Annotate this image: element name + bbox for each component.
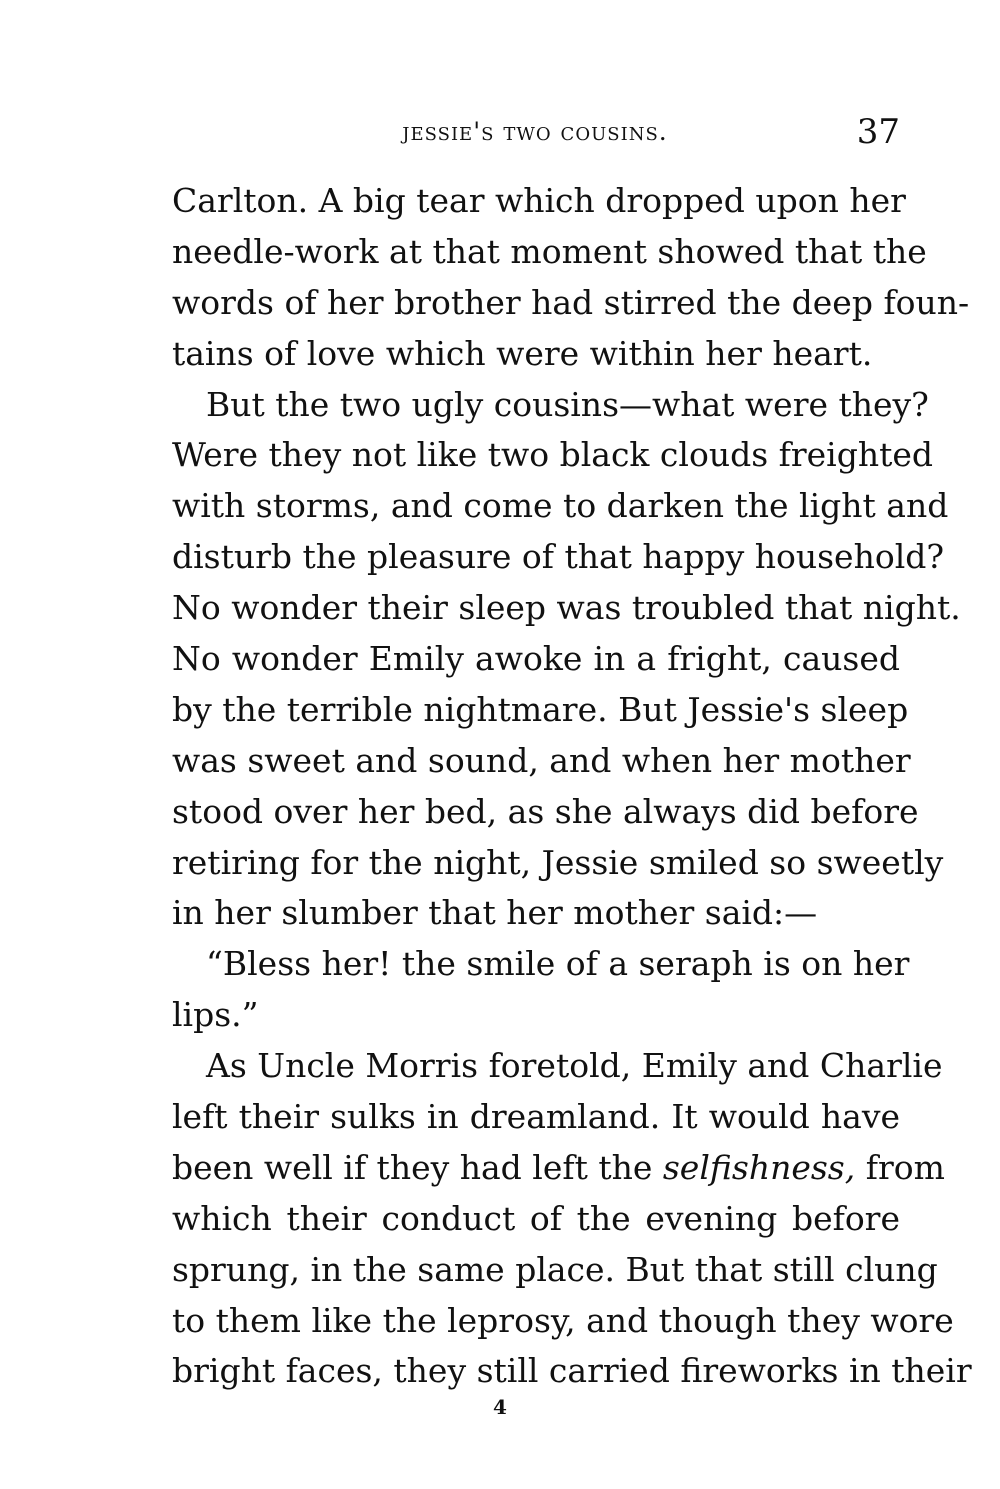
paragraph-2	[172, 380, 961, 940]
text-line: No wonder Emily awoke in a fright, caused	[172, 639, 900, 679]
text-run: from	[855, 1147, 945, 1187]
page-number: 37	[856, 112, 900, 152]
text-line: But the two ugly cousins—what were they?	[206, 384, 929, 424]
text-line: tains of love which were within her heart.	[172, 333, 873, 373]
text-run: been well if they had left the	[172, 1147, 663, 1187]
text-line: As Uncle Morris foretold, Emily and Charlie	[206, 1046, 943, 1086]
text-line: sprung, in the same place. But that still clung	[172, 1249, 938, 1289]
text-line: Carlton. A big tear which dropped upon her	[172, 181, 906, 220]
text-line: left their sulks in dreamland. It would have	[172, 1097, 900, 1137]
emphasis-text: selfishness,	[662, 1147, 856, 1187]
text-line-with-emphasis	[172, 1143, 945, 1194]
text-line: needle-work at that moment showed that the	[172, 231, 927, 271]
text-line: retiring for the night, Jessie smiled so sweetly	[172, 842, 944, 882]
text-line: bright faces, they still carried fireworks in their	[172, 1351, 972, 1391]
text-line: words of her brother had stirred the deep foun-	[172, 282, 970, 322]
paragraph-4	[172, 1041, 972, 1397]
text-line: stood over her bed, as she always did before	[172, 791, 919, 831]
running-head	[170, 112, 900, 152]
text-line: Were they not like two black clouds freighted	[172, 435, 933, 475]
signature-mark: 4	[493, 1395, 507, 1419]
text-line: which their conduct of the evening before	[172, 1198, 900, 1238]
text-line: lips.”	[172, 995, 259, 1035]
running-title: jessie's two cousins.	[402, 117, 668, 146]
text-line: “Bless her! the smile of a seraph is on her	[206, 944, 910, 984]
text-line: disturb the pleasure of that happy household?	[172, 537, 945, 577]
text-line: to them like the leprosy, and though they wore	[172, 1300, 954, 1340]
text-line: by the terrible nightmare. But Jessie's sleep	[172, 689, 909, 729]
paragraph-3	[172, 939, 910, 1041]
text-line: was sweet and sound, and when her mother	[172, 740, 911, 780]
paragraph-1	[172, 176, 970, 380]
text-line: in her slumber that her mother said:—	[172, 893, 818, 933]
text-line: No wonder their sleep was troubled that night.	[172, 588, 961, 628]
body-text	[172, 176, 972, 1397]
text-line: with storms, and come to darken the light and	[172, 486, 949, 526]
